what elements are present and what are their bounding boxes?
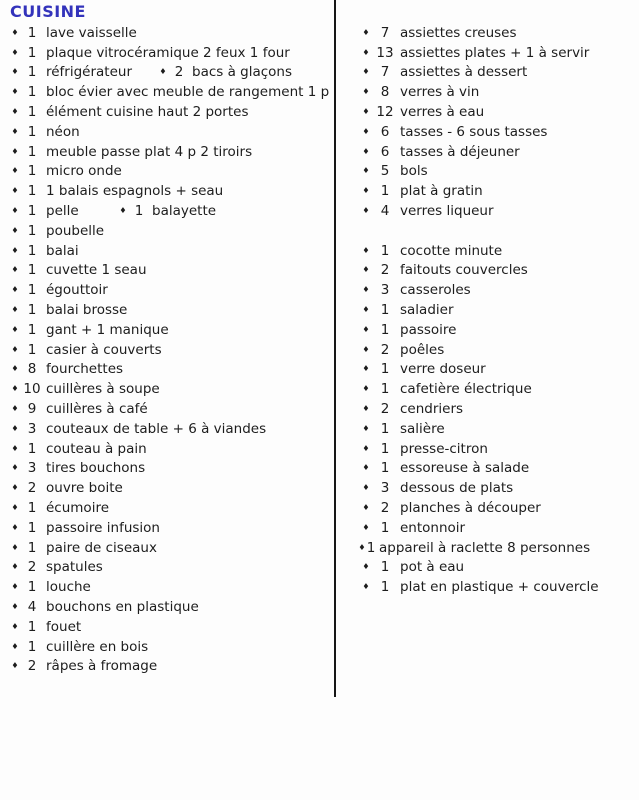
diamond-bullet-icon: ♦ (362, 186, 370, 196)
diamond-bullet-icon: ♦ (362, 443, 370, 453)
item-label: 1 balais espagnols + seau (46, 183, 224, 200)
item-label: bouchons en plastique (46, 599, 199, 615)
item-quantity: 4 (380, 203, 390, 220)
item-quantity: 7 (380, 24, 390, 41)
diamond-bullet-icon: ♦ (11, 305, 19, 315)
list-item (358, 360, 636, 380)
diamond-bullet-icon: ♦ (11, 483, 19, 493)
list-item (358, 162, 636, 182)
item-quantity: 2 (380, 341, 390, 358)
item-quantity: 1 (380, 559, 390, 576)
item-quantity: 1 (27, 579, 37, 596)
item-label: tasses - 6 sous tasses (400, 123, 548, 140)
item-label: presse-citron (400, 440, 488, 457)
diamond-bullet-icon: ♦ (362, 324, 370, 334)
list-item (358, 577, 636, 597)
item-quantity: 1 (27, 302, 37, 319)
diamond-bullet-icon: ♦ (362, 404, 370, 414)
item-quantity: 1 (380, 321, 390, 338)
item-quantity: 10 (23, 381, 41, 398)
list-item (358, 63, 636, 83)
item-label: cuillères à café (46, 401, 148, 418)
list-item (8, 399, 334, 419)
diamond-bullet-icon: ♦ (11, 285, 19, 295)
item-quantity: 1 (380, 381, 390, 398)
item-label: casier à couverts (46, 341, 162, 358)
diamond-bullet-icon: ♦ (362, 126, 370, 136)
diamond-bullet-icon: ♦ (362, 47, 370, 57)
item-label: assiettes creuses (400, 24, 517, 41)
item-quantity: 1 (27, 143, 37, 160)
list-item (8, 162, 334, 182)
item-label: louche (46, 579, 91, 596)
item-quantity: 1 (27, 539, 37, 556)
list-item (8, 459, 334, 479)
diamond-bullet-icon: ♦ (119, 206, 127, 216)
diamond-bullet-icon: ♦ (11, 661, 19, 671)
list-item (358, 518, 636, 538)
item-label: gant + 1 manique (46, 321, 169, 338)
item-label: couteau à pain (46, 440, 147, 457)
item-label: écumoire (46, 500, 110, 517)
item-quantity: 1 (380, 519, 390, 536)
diamond-bullet-icon: ♦ (362, 285, 370, 295)
page-title: CUISINE (10, 2, 86, 21)
diamond-bullet-icon: ♦ (11, 364, 19, 374)
item-label: plat à gratin (400, 183, 483, 200)
list-item (8, 102, 334, 122)
item-label: balai (46, 242, 79, 259)
item-label: balai brosse (46, 302, 128, 319)
item-label: néon (46, 123, 80, 140)
diamond-bullet-icon: ♦ (362, 582, 370, 592)
item-quantity: 1 (27, 183, 37, 200)
item-label: assiettes plates + 1 à servir (400, 44, 590, 61)
item-quantity: 8 (380, 84, 390, 101)
list-item (8, 201, 334, 221)
item-quantity: 3 (27, 460, 37, 477)
diamond-bullet-icon: ♦ (11, 582, 19, 592)
diamond-bullet-icon: ♦ (11, 443, 19, 453)
item-label: tasses à déjeuner (400, 143, 520, 160)
item-quantity: 1 (27, 282, 37, 299)
item-label: micro onde (46, 163, 122, 180)
item-quantity: 3 (380, 282, 390, 299)
item-quantity: 1 (27, 24, 37, 41)
item-quantity: 1 (27, 64, 37, 81)
item-label: cafetière électrique (400, 381, 532, 398)
item-quantity: 1 (27, 222, 37, 239)
list-item (358, 538, 636, 558)
diamond-bullet-icon: ♦ (11, 87, 19, 97)
list-item (358, 142, 636, 162)
item-label: paire de ciseaux (46, 539, 157, 556)
item-label: dessous de plats (400, 480, 514, 497)
item-label: spatules (46, 559, 103, 576)
item-label: poêles (400, 341, 445, 358)
item-quantity: 1 (27, 163, 37, 180)
list-item (8, 657, 334, 677)
list-item (8, 538, 334, 558)
diamond-bullet-icon: ♦ (11, 503, 19, 513)
item-quantity: 4 (27, 599, 37, 615)
diamond-bullet-icon: ♦ (362, 423, 370, 433)
item-label: lave vaisselle (46, 24, 137, 41)
item-label: essoreuse à salade (400, 460, 530, 477)
list-item (8, 23, 334, 43)
diamond-bullet-icon: ♦ (362, 265, 370, 275)
item-quantity: 1 (27, 321, 37, 338)
list-item (8, 221, 334, 241)
item-quantity: 1 (380, 440, 390, 457)
item-quantity: 1 (380, 302, 390, 319)
diamond-bullet-icon: ♦ (159, 67, 167, 77)
diamond-bullet-icon: ♦ (11, 47, 19, 57)
list-item (8, 63, 334, 83)
item-label: bacs à glaçons (192, 64, 293, 81)
diamond-bullet-icon: ♦ (362, 384, 370, 394)
blank-row (358, 221, 636, 241)
diamond-bullet-icon: ♦ (11, 265, 19, 275)
item-quantity: 1 (366, 539, 376, 556)
item-quantity: 3 (380, 480, 390, 497)
diamond-bullet-icon: ♦ (11, 602, 19, 611)
item-label: fouet (46, 618, 82, 635)
inline-extra-item (116, 201, 216, 221)
list-item (8, 241, 334, 261)
item-quantity: 8 (27, 361, 37, 378)
diamond-bullet-icon: ♦ (11, 384, 19, 394)
item-quantity: 2 (27, 480, 37, 497)
item-label: appareil à raclette 8 personnes (379, 539, 591, 556)
item-label: égouttoir (46, 282, 108, 299)
item-label: passoire infusion (46, 519, 160, 536)
item-label: plaque vitrocéramique 2 feux 1 four (46, 44, 290, 61)
list-item (8, 498, 334, 518)
list-item (358, 102, 636, 122)
list-item (8, 617, 334, 637)
item-quantity: 1 (380, 420, 390, 437)
item-label: saladier (400, 302, 454, 319)
list-item (358, 419, 636, 439)
item-quantity: 1 (380, 579, 390, 596)
item-label: casseroles (400, 282, 471, 299)
list-item (8, 300, 334, 320)
list-item (358, 340, 636, 360)
item-label: verres liqueur (400, 203, 494, 220)
diamond-bullet-icon: ♦ (11, 27, 19, 37)
item-quantity: 2 (380, 500, 390, 517)
item-quantity: 3 (27, 420, 37, 437)
item-quantity: 1 (380, 183, 390, 200)
diamond-bullet-icon: ♦ (11, 324, 19, 334)
list-item (8, 419, 334, 439)
item-quantity: 1 (380, 460, 390, 477)
list-item (8, 261, 334, 281)
item-quantity: 13 (376, 44, 394, 61)
item-label: réfrigérateur (46, 64, 133, 81)
list-item (8, 82, 334, 102)
list-item (8, 280, 334, 300)
diamond-bullet-icon: ♦ (362, 305, 370, 315)
diamond-bullet-icon: ♦ (11, 562, 19, 572)
right-column-list (358, 23, 636, 597)
item-quantity: 1 (27, 440, 37, 457)
diamond-bullet-icon: ♦ (358, 542, 366, 552)
diamond-bullet-icon: ♦ (362, 87, 370, 97)
item-quantity: 7 (380, 64, 390, 81)
item-quantity: 2 (174, 64, 184, 81)
list-item (8, 478, 334, 498)
list-item (8, 577, 334, 597)
diamond-bullet-icon: ♦ (11, 166, 19, 176)
diamond-bullet-icon: ♦ (11, 463, 19, 473)
item-quantity: 6 (380, 123, 390, 140)
diamond-bullet-icon: ♦ (362, 206, 370, 216)
list-item (358, 439, 636, 459)
item-label: couteaux de table + 6 à viandes (46, 420, 267, 437)
diamond-bullet-icon: ♦ (362, 67, 370, 77)
item-label: plat en plastique + couvercle (400, 579, 599, 596)
diamond-bullet-icon: ♦ (11, 146, 19, 156)
item-label: faitouts couvercles (400, 262, 528, 279)
item-quantity: 1 (27, 242, 37, 259)
diamond-bullet-icon: ♦ (362, 364, 370, 374)
list-item (358, 478, 636, 498)
item-quantity: 2 (380, 401, 390, 418)
item-label: pelle (46, 203, 79, 220)
item-quantity: 1 (27, 638, 37, 655)
item-label: passoire (400, 321, 457, 338)
list-item (358, 181, 636, 201)
list-item (358, 498, 636, 518)
list-item (358, 241, 636, 261)
list-item (358, 300, 636, 320)
list-item (358, 320, 636, 340)
diamond-bullet-icon: ♦ (11, 404, 19, 414)
diamond-bullet-icon: ♦ (11, 344, 19, 354)
item-label: verre doseur (400, 361, 486, 378)
item-label: pot à eau (400, 559, 465, 576)
item-label: ouvre boite (46, 480, 123, 497)
diamond-bullet-icon: ♦ (362, 245, 370, 255)
list-item (358, 459, 636, 479)
column-divider (334, 0, 336, 697)
item-quantity: 1 (27, 618, 37, 635)
item-label: bloc évier avec meuble de rangement 1 p (46, 84, 330, 101)
diamond-bullet-icon: ♦ (362, 27, 370, 37)
item-label: cuillère en bois (46, 638, 149, 655)
list-item (358, 122, 636, 142)
diamond-bullet-icon: ♦ (11, 126, 19, 136)
item-quantity: 1 (27, 104, 37, 121)
diamond-bullet-icon: ♦ (11, 522, 19, 532)
list-item (8, 320, 334, 340)
item-quantity: 5 (380, 163, 390, 180)
list-item (8, 43, 334, 63)
diamond-bullet-icon: ♦ (11, 621, 19, 631)
list-item (8, 379, 334, 399)
diamond-bullet-icon: ♦ (362, 107, 370, 117)
item-quantity: 1 (27, 262, 37, 279)
item-label: meuble passe plat 4 p 2 tiroirs (46, 143, 253, 160)
list-item (8, 637, 334, 657)
list-item (358, 261, 636, 281)
diamond-bullet-icon: ♦ (362, 562, 370, 572)
item-label: entonnoir (400, 519, 466, 536)
list-item (358, 43, 636, 63)
item-quantity: 1 (380, 361, 390, 378)
diamond-bullet-icon: ♦ (11, 186, 19, 196)
diamond-bullet-icon: ♦ (11, 107, 19, 117)
item-label: râpes à fromage (46, 658, 158, 675)
diamond-bullet-icon: ♦ (362, 146, 370, 156)
list-item (358, 82, 636, 102)
list-item (358, 201, 636, 221)
diamond-bullet-icon: ♦ (362, 166, 370, 176)
item-label: bols (400, 163, 428, 180)
item-label: verres à eau (400, 104, 485, 121)
diamond-bullet-icon: ♦ (11, 245, 19, 255)
item-quantity: 1 (27, 519, 37, 536)
diamond-bullet-icon: ♦ (362, 344, 370, 354)
item-quantity: 1 (27, 500, 37, 517)
item-label: poubelle (46, 222, 105, 239)
list-item (8, 181, 334, 201)
list-item (8, 439, 334, 459)
item-label: cendriers (400, 401, 464, 418)
item-quantity: 2 (380, 262, 390, 279)
list-item (8, 558, 334, 578)
item-label: fourchettes (46, 361, 124, 378)
item-label: tires bouchons (46, 460, 146, 477)
inline-extra-item (156, 63, 292, 83)
diamond-bullet-icon: ♦ (11, 641, 19, 651)
item-quantity: 1 (27, 84, 37, 101)
list-item (358, 379, 636, 399)
item-quantity: 2 (27, 559, 37, 576)
item-label: planches à découper (400, 500, 541, 517)
diamond-bullet-icon: ♦ (11, 423, 19, 433)
diamond-bullet-icon: ♦ (362, 503, 370, 513)
list-item (358, 399, 636, 419)
item-label: balayette (152, 203, 217, 220)
list-item (8, 360, 334, 380)
diamond-bullet-icon: ♦ (362, 483, 370, 493)
item-quantity: 6 (380, 143, 390, 160)
item-label: verres à vin (400, 84, 480, 101)
item-label: cuvette 1 seau (46, 262, 147, 279)
list-item (358, 280, 636, 300)
diamond-bullet-icon: ♦ (11, 225, 19, 235)
diamond-bullet-icon: ♦ (11, 542, 19, 552)
list-item (358, 558, 636, 578)
item-quantity: 2 (27, 658, 37, 675)
item-quantity: 1 (134, 203, 144, 220)
diamond-bullet-icon: ♦ (11, 67, 19, 77)
diamond-bullet-icon: ♦ (362, 463, 370, 473)
item-quantity: 1 (380, 242, 390, 259)
item-label: cuillères à soupe (46, 381, 160, 398)
list-item (8, 340, 334, 360)
list-item (8, 518, 334, 538)
left-column-list (8, 23, 334, 676)
item-quantity: 1 (27, 341, 37, 358)
item-quantity: 1 (27, 44, 37, 61)
item-label: élément cuisine haut 2 portes (46, 104, 249, 121)
item-quantity: 9 (27, 401, 37, 418)
diamond-bullet-icon: ♦ (11, 206, 19, 216)
item-quantity: 1 (27, 203, 37, 220)
item-quantity: 1 (27, 123, 37, 140)
diamond-bullet-icon: ♦ (362, 522, 370, 532)
list-item (358, 23, 636, 43)
list-item (8, 122, 334, 142)
list-item (8, 142, 334, 162)
item-label: assiettes à dessert (400, 64, 528, 81)
item-label: cocotte minute (400, 242, 503, 259)
item-quantity: 12 (376, 104, 394, 121)
list-item (8, 597, 334, 617)
item-label: salière (400, 420, 445, 437)
